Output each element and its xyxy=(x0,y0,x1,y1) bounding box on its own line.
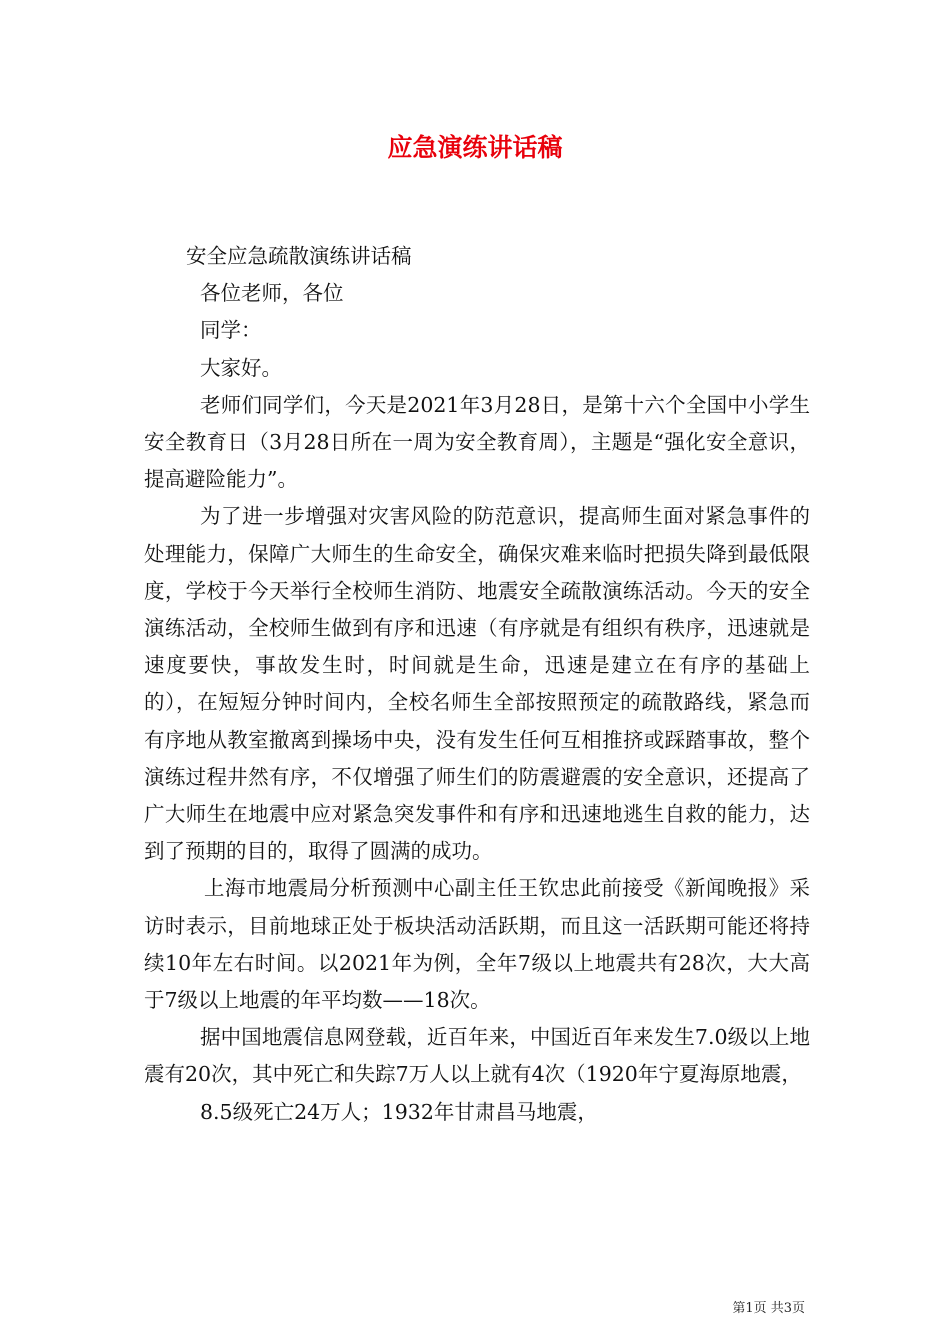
salutation-line-2: 同学： xyxy=(200,318,262,343)
document-body xyxy=(144,238,810,1131)
document-title: 应急演练讲话稿 xyxy=(387,133,563,162)
greeting: 大家好。 xyxy=(200,355,282,380)
salutation-line-1: 各位老师，各位 xyxy=(200,281,344,306)
speech-subtitle: 安全应急疏散演练讲话稿 xyxy=(186,244,412,268)
paragraph-safety-day: 老师们同学们，今天是2021年3月28日，是第十六个全国中小学生安全教育日（3月28日所在一周为安全教育周），主题是“强化安全意识，提高避险能力”。 xyxy=(144,392,810,492)
paragraph-drill-summary: 为了进一步增强对灾害风险的防范意识，提高师生面对紧急事件的处理能力，保障广大师生的生命安全，确保灾难来临时把损失降到最低限度，学校于今天举行全校师生消防、地震安全疏散演练活动。今天的安全演练活动，全校师生做到有序和迅速（有序就是有组织有秩序，迅速就是速度要快，事故发生时，时间就是生命，迅速是建立在有序的基础上的），在短短分钟时间内，全校名师生全部按照预定的疏散路线，紧急而有序地从教室撤离到操场中央，没有发生任何互相推挤或踩踏事故，整个演练过程井然有序，不仅增强了师生们的防震避震的安全意识，还提高了广大师生在地震中应对紧急突发事件和有序和迅速地逃生自救的能力，达到了预期的目的，取得了圆满的成功。 xyxy=(144,504,810,864)
paragraph-earthquake-list: 8.5级死亡24万人；1932年甘肃昌马地震， xyxy=(200,1099,598,1124)
paragraph-shanghai-bureau: 上海市地震局分析预测中心副主任王钦忠此前接受《新闻晚报》采访时表示，目前地球正处于板块活动活跃期，而且这一活跃期可能还将持续10年左右时间。以2021年为例，全年7级以上地震共有28次，大大高于7级以上地震的年平均数——18次。 xyxy=(144,876,810,1013)
paragraph-china-earthquakes: 据中国地震信息网登载，近百年来，中国近百年来发生7.0级以上地震有20次，其中死亡和失踪7万人以上就有4次（1920年宁夏海原地震， xyxy=(144,1025,810,1087)
page-number: 第1页 共3页 xyxy=(732,1301,805,1316)
